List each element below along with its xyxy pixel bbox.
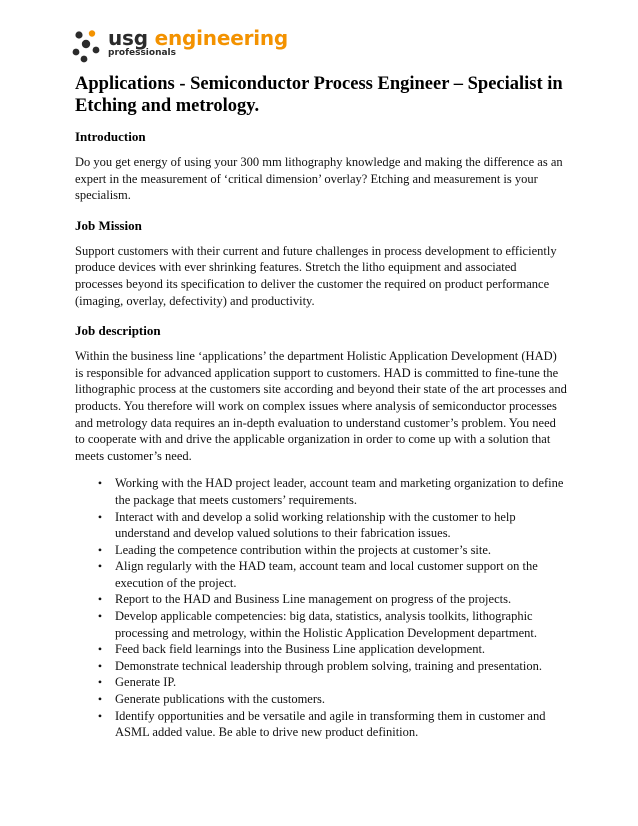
list-item — [97, 542, 567, 559]
list-item-text: Align regularly with the HAD team, account team and local customer support on the execution of the project. — [115, 559, 538, 590]
document-title: Applications - Semiconductor Process Engineer – Specialist in Etching and metrology. — [75, 74, 563, 116]
bullet-icon: • — [97, 658, 103, 673]
list-item-text: Leading the competence contribution within the projects at customer’s site. — [115, 542, 492, 557]
bullet-icon: • — [97, 708, 103, 723]
bullet-icon: • — [97, 592, 103, 607]
section-text-job-description: Within the business line ‘applications’ the department Holistic Application Development (HAD) is responsible for advanced application support to customers. HAD is committed to fine-tune the lithographic process at the customers site according and beyond their state of the art processes and products. You therefore will work on complex issues where analysis of semiconductor processes and metrology data requires an in-depth evaluation to understand customer’s problem. You need to cooperate with and drive the applicable organization in order to come up with a solution that meets customer’s need. — [75, 349, 567, 463]
company-logo — [72, 28, 288, 68]
section-text-job-mission: Support customers with their current and future challenges in process development to efficiently produce devices with ever shrinking features. Stretch the litho equipment and associated processes beyond its specification to deliver the customer the required on product performance (imaging, overlay, defectivity) and productivity. — [75, 243, 557, 308]
responsibilities-list — [75, 475, 567, 741]
list-item-text: Feed back field learnings into the Business Line application development. — [115, 642, 486, 657]
list-item — [97, 591, 567, 608]
list-item-text: Generate publications with the customers. — [115, 692, 326, 707]
document-body — [75, 73, 567, 741]
list-item — [97, 691, 567, 708]
section-heading-job-mission: Job Mission — [75, 217, 142, 233]
list-item-text: Report to the HAD and Business Line management on progress of the projects. — [115, 592, 512, 607]
section-text-introduction: Do you get energy of using your 300 mm lithography knowledge and making the difference as an expert in the measurement of ‘critical dimension’ overlay? Etching and measurement is your specialism. — [75, 155, 563, 203]
section-heading-introduction: Introduction — [75, 129, 146, 144]
logo-brand-usg: usg — [108, 26, 148, 50]
list-item — [97, 558, 567, 591]
section-heading-job-description: Job description — [75, 323, 161, 339]
bullet-icon: • — [97, 509, 103, 524]
logo-subtitle: professionals — [108, 48, 176, 58]
usg-logo-icon — [72, 30, 102, 64]
list-item-text: Interact with and develop a solid working relationship with the customer to help understand and develop valued solutions to their fabrication issues. — [115, 509, 516, 541]
bullet-icon: • — [97, 476, 103, 491]
list-item — [97, 475, 567, 508]
list-item — [97, 674, 567, 691]
bullet-icon: • — [97, 559, 103, 574]
list-item — [97, 608, 567, 641]
list-item — [97, 658, 567, 675]
list-item — [97, 509, 567, 542]
list-item-text: Identify opportunities and be versatile and agile in transforming them in customer and ASML added value. Be able to drive new product definition. — [115, 708, 546, 740]
bullet-icon: • — [97, 609, 103, 624]
logo-brand-engineering: engineering — [154, 26, 289, 50]
list-item-text: Develop applicable competencies: big data, statistics, analysis toolkits, lithographic processing and metrology, within the Holistic Application Development department. — [115, 609, 538, 640]
bullet-icon: • — [97, 642, 103, 657]
bullet-icon: • — [97, 692, 103, 707]
logo-wordmark — [108, 28, 288, 58]
bullet-icon: • — [97, 542, 103, 557]
bullet-icon: • — [97, 675, 103, 690]
list-item-text: Working with the HAD project leader, account team and marketing organization to define the package that meets customers’ requirements. — [115, 476, 564, 507]
list-item — [97, 641, 567, 658]
list-item-text: Generate IP. — [115, 675, 177, 690]
list-item — [97, 708, 567, 741]
list-item-text: Demonstrate technical leadership through problem solving, training and presentation. — [115, 658, 542, 673]
